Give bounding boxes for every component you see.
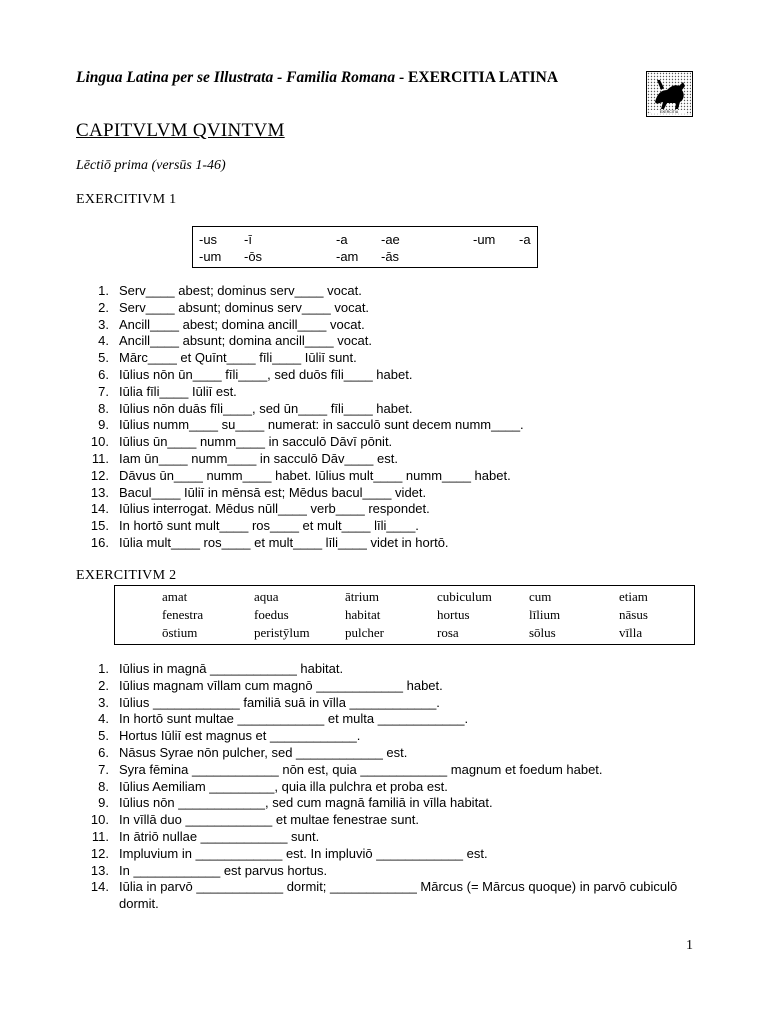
- word-bank-item: aqua: [254, 589, 279, 604]
- word-bank-item: cum: [529, 589, 552, 604]
- ending-cell: -ās: [381, 249, 400, 264]
- word-bank-item: amat: [162, 589, 188, 604]
- centaur-logo-icon: [647, 72, 691, 115]
- exercise-sentence: Nāsus Syrae nōn pulcher, sed ____________ est.: [119, 744, 408, 760]
- exercise-sentence: Iūlia fīli____ Iūliī est.: [119, 383, 237, 399]
- exercise-sentence: Serv____ absunt; dominus serv____ vocat.: [119, 299, 370, 315]
- word-bank-item: peristȳlum: [254, 625, 310, 640]
- word-bank-item: vīlla: [619, 625, 643, 640]
- word-bank-item: sōlus: [529, 625, 556, 640]
- exercise-sentence: In ____________ est parvus hortus.: [119, 862, 328, 878]
- word-bank-item: foedus: [254, 607, 289, 622]
- exercise-sentence: Iūlius nōn duās fīli____, sed ūn____ fīli____ habet.: [119, 400, 413, 416]
- exercise-sentence: Iūlius numm____ su____ numerat: in sacculō sunt decem numm____.: [119, 417, 524, 433]
- exercise-sentence: Iūlius nōn ____________, sed cum magnā familiā in vīlla habitat.: [119, 795, 493, 811]
- word-bank-item: ōstium: [162, 625, 198, 640]
- exercise-sentence: In hortō sunt multae ____________ et multa ____________.: [119, 711, 469, 727]
- exercise-sentence: Iūlia in parvō ____________ dormit; ____________ Mārcus (= Mārcus quoque) in parvō cubiculō dormit.: [119, 879, 678, 912]
- exercise-sentence: Iūlius Aemiliam _________, quia illa pulchra et proba est.: [119, 778, 448, 794]
- ending-cell: -um: [199, 249, 222, 264]
- chapter-title: CAPITVLVM QVINTVM: [76, 120, 285, 141]
- ending-cell: -am: [336, 249, 359, 264]
- word-bank-item: nāsus: [619, 607, 648, 622]
- ending-cell: -a: [336, 232, 348, 247]
- word-bank-item: cubiculum: [437, 589, 492, 604]
- word-bank-item: pulcher: [345, 625, 384, 640]
- word-bank-item: fenestra: [162, 607, 204, 622]
- exercise-sentence: Iūlius interrogat. Mēdus nūll____ verb____ respondet.: [119, 501, 430, 517]
- word-bank-item: līlium: [529, 607, 561, 622]
- word-bank-item: ātrium: [345, 589, 379, 604]
- exercise-sentence: Iūlius magnam vīllam cum magnō ____________ habet.: [119, 677, 443, 693]
- exercise-sentence: Iam ūn____ numm____ in sacculō Dāv____ est.: [119, 450, 398, 466]
- word-bank-item: hortus: [437, 607, 470, 622]
- exercise-sentence: Iūlius in magnā ____________ habitat.: [119, 661, 344, 676]
- exercise-sentence: Iūlius ūn____ numm____ in sacculō Dāvī pōnit.: [119, 434, 393, 450]
- word-bank-item: habitat: [345, 607, 381, 622]
- header-volume-title: Familia Romana: [286, 69, 396, 86]
- exercise-2-heading: EXERCITIVM 2: [76, 568, 177, 583]
- lesson-subtitle: Lēctiō prima (versūs 1-46): [76, 158, 226, 173]
- exercise-sentence: Dāvus ūn____ numm____ habet. Iūlius mult____ numm____ habet.: [119, 467, 511, 483]
- exercise-sentence: Syra fēmina ____________ nōn est, quia ____________ magnum et foedum habet.: [119, 761, 603, 777]
- exercise-sentence: Iūlius ____________ familiā suā in vīlla ____________.: [119, 694, 440, 710]
- exercise-sentence: In ātriō nullae ____________ sunt.: [119, 828, 320, 844]
- exercise-sentence: In vīllā duo ____________ et multae fenestrae sunt.: [119, 812, 419, 828]
- endings-box: [192, 226, 538, 268]
- exercise-sentence: Impluvium in ____________ est. In impluviō ____________ est.: [119, 845, 488, 861]
- exercise-sentence: Mārc____ et Quīnt____ fīli____ Iūliī sunt.: [119, 350, 357, 366]
- exercise-1-heading: EXERCITIVM 1: [76, 192, 177, 207]
- exercise-sentence: Ancill____ abest; domina ancill____ vocat.: [119, 316, 365, 332]
- header-logo: [646, 71, 693, 117]
- page-number: 1: [686, 938, 693, 953]
- ending-cell: -ōs: [244, 249, 263, 264]
- ending-cell: -um: [473, 232, 496, 247]
- exercise-sentence: Ancill____ absunt; domina ancill____ vocat.: [119, 333, 372, 349]
- word-bank-box: [114, 585, 695, 645]
- exercise-sentence: Iūlius nōn ūn____ fīli____, sed duōs fīli____ habet.: [119, 366, 413, 382]
- ending-cell: -ī: [244, 232, 252, 247]
- ending-cell: -ae: [381, 232, 400, 247]
- ending-cell: -a: [519, 232, 531, 247]
- exercise-sentence: Hortus Iūliī est magnus et ____________.: [119, 728, 361, 744]
- header-book-title: Lingua Latina per se Illustrata -: [76, 69, 287, 86]
- document-header: [76, 69, 558, 87]
- exercise-sentence: Serv____ abest; dominus serv____ vocat.: [119, 283, 362, 298]
- ending-cell: -us: [199, 232, 218, 247]
- exercise-sentence: Bacul____ Iūliī in mēnsā est; Mēdus bacul____ videt.: [119, 484, 427, 500]
- logo-caption: EXERCITIA: [659, 110, 679, 114]
- word-bank-item: etiam: [619, 589, 648, 604]
- header-section-title: - EXERCITIA LATINA: [395, 69, 559, 86]
- word-bank-item: rosa: [437, 625, 459, 640]
- exercise-sentence: In hortō sunt mult____ ros____ et mult____ līli____.: [119, 518, 419, 534]
- exercise-sentence: Iūlia mult____ ros____ et mult____ līli____ videt in hortō.: [119, 534, 449, 550]
